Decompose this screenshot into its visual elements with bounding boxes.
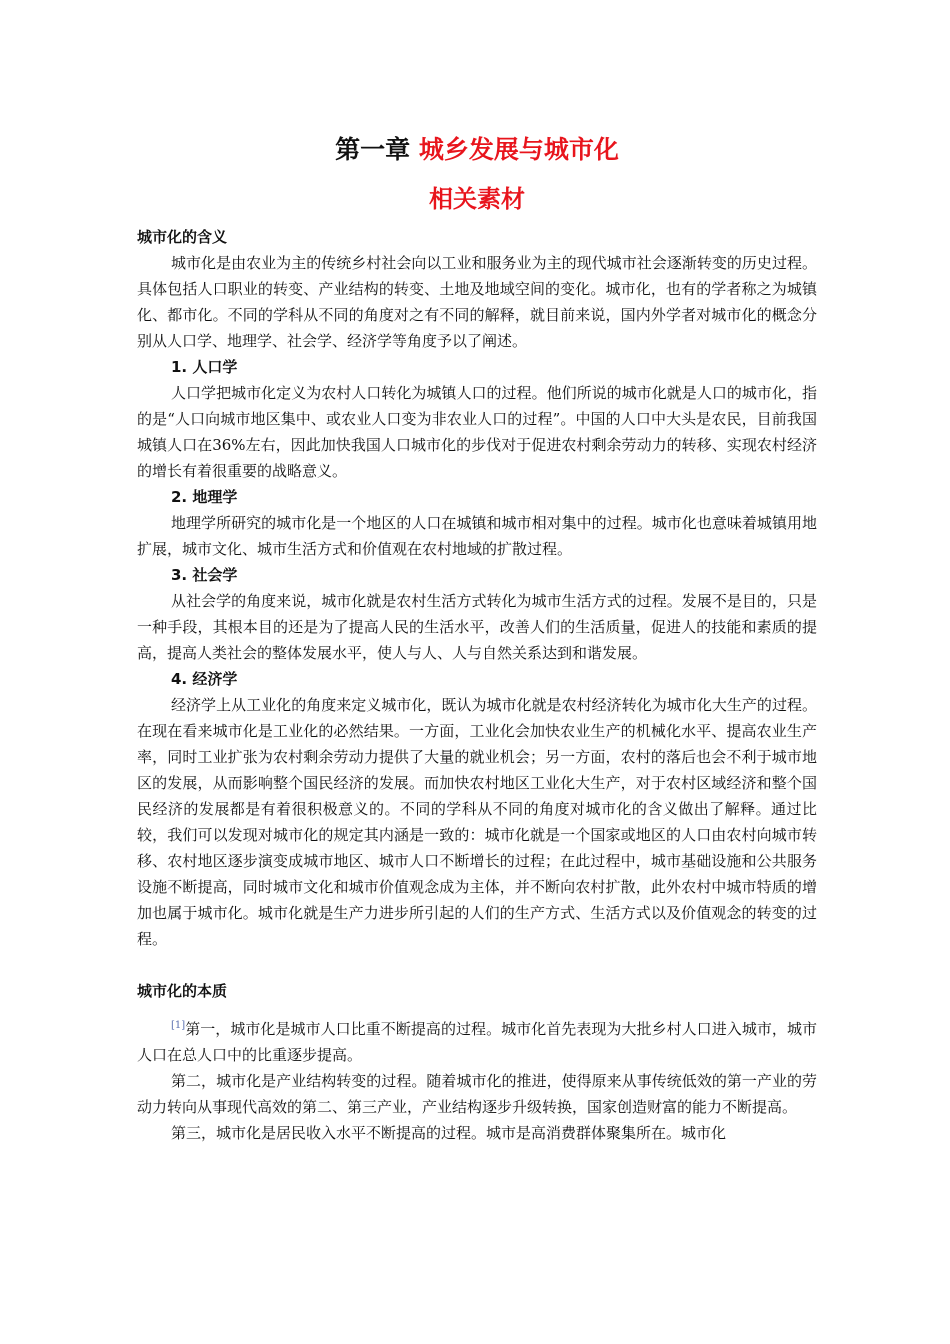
chapter-name: 城乡发展与城市化 — [418, 135, 619, 164]
item-heading-geography: 2. 地理学 — [171, 488, 238, 506]
item-text-demography: 人口学把城市化定义为农村人口转化为城镇人口的过程。他们所说的城市化就是人口的城市化，指的是“人口向城市地区集中、或农业人口变为非农业人口的过程”。中国的人口中大头是农民，目前我国城镇人口在36%左右，因此加快我国人口城市化的步伐对于促进农村剩余劳动力的转移、实现农村经济的增长有着很重要的战略意义。 — [137, 384, 817, 480]
essence-paragraph-1 — [137, 1016, 817, 1068]
item-text-geography: 地理学所研究的城市化是一个地区的人口在城镇和城市相对集中的过程。城市化也意味着城镇用地扩展，城市文化、城市生活方式和价值观在农村地域的扩散过程。 — [137, 514, 817, 558]
item-heading-sociology: 3. 社会学 — [171, 566, 238, 584]
item-heading-economics: 4. 经济学 — [171, 670, 238, 688]
footnote-reference-link[interactable]: [1] — [171, 1020, 186, 1031]
subtitle: 相关素材 — [429, 185, 525, 213]
section-heading-meaning: 城市化的含义 — [137, 228, 228, 246]
essence-paragraph-3: 第三，城市化是居民收入水平不断提高的过程。城市是高消费群体聚集所在。城市化 — [171, 1124, 727, 1142]
chapter-title — [137, 132, 817, 168]
item-text-economics: 经济学上从工业化的角度来定义城市化，既认为城市化就是农村经济转化为城市化大生产的过程。在现在看来城市化是工业化的必然结果。一方面，工业化会加快农业生产的机械化水平、提高农业生产率，同时工业扩张为农村剩余劳动力提供了大量的就业机会；另一方面，农村的落后也会不利于城市地区的发展，从而影响整个国民经济的发展。而加快农村地区工业化大生产，对于农村区域经济和整个国民经济的发展都是有着很积极意义的。不同的学科从不同的角度对城市化的含义做出了解释。通过比较，我们可以发现对城市化的规定其内涵是一致的：城市化就是一个国家或地区的人口由农村向城市转移、农村地区逐步演变成城市地区、城市人口不断增长的过程；在此过程中，城市基础设施和公共服务设施不断提高，同时城市文化和城市价值观念成为主体，并不断向农村扩散，此外农村中城市特质的增加也属于城市化。城市化就是生产力进步所引起的人们的生产方式、生活方式以及价值观念的转变的过程。 — [137, 696, 817, 948]
essence-paragraph-1-text: 第一，城市化是城市人口比重不断提高的过程。城市化首先表现为大批乡村人口进入城市，城市人口在总人口中的比重逐步提高。 — [137, 1020, 817, 1064]
page-content — [137, 132, 817, 1146]
item-heading-demography: 1. 人口学 — [171, 358, 238, 376]
spacer — [137, 1004, 817, 1016]
essence-paragraph-2: 第二，城市化是产业结构转变的过程。随着城市化的推进，使得原来从事传统低效的第一产业的劳动力转向从事现代高效的第二、第三产业，产业结构逐步升级转换，国家创造财富的能力不断提高。 — [137, 1072, 817, 1116]
spacer — [137, 952, 817, 978]
chapter-number: 第一章 — [335, 135, 411, 164]
meaning-intro: 城市化是由农业为主的传统乡村社会向以工业和服务业为主的现代城市社会逐渐转变的历史过程。具体包括人口职业的转变、产业结构的转变、土地及地域空间的变化。城市化，也有的学者称之为城镇化、都市化。不同的学科从不同的角度对之有不同的解释，就目前来说，国内外学者对城市化的概念分别从人口学、地理学、社会学、经济学等角度予以了阐述。 — [137, 254, 817, 350]
item-text-sociology: 从社会学的角度来说，城市化就是农村生活方式转化为城市生活方式的过程。发展不是目的，只是一种手段，其根本目的还是为了提高人民的生活水平，改善人们的生活质量，促进人的技能和素质的提高，提高人类社会的整体发展水平，使人与人、人与自然关系达到和谐发展。 — [137, 592, 817, 662]
section-heading-essence: 城市化的本质 — [137, 982, 228, 1000]
